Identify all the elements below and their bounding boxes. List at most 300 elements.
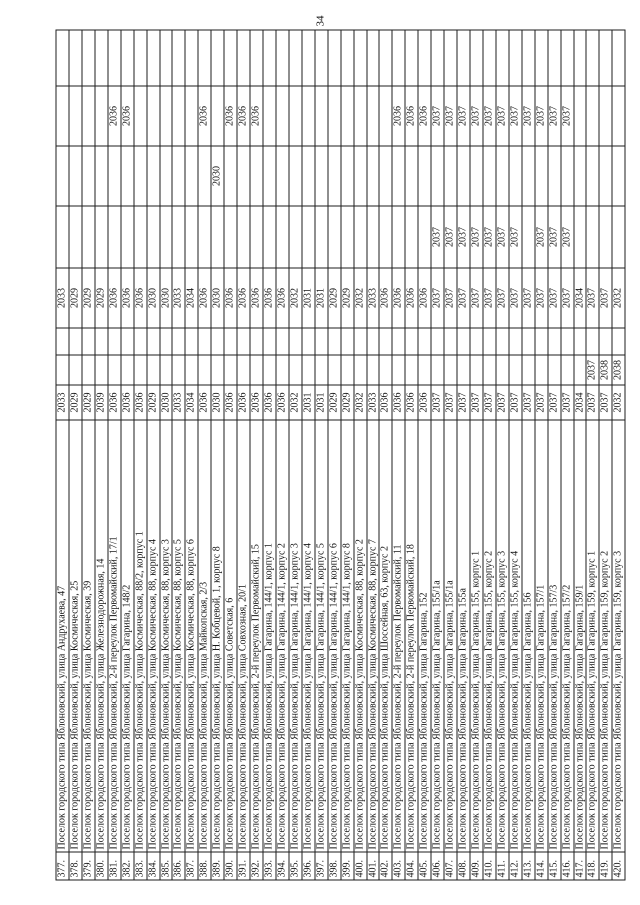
empty-cell [405, 205, 417, 267]
row-number-cell: 417. [574, 851, 586, 879]
empty-cell [276, 29, 288, 85]
year-cell: 2033 [367, 267, 379, 327]
year-cell: 2037 [509, 205, 521, 267]
year-cell: 2029 [69, 267, 81, 327]
empty-cell [612, 327, 624, 354]
empty-cell [302, 85, 314, 145]
empty-cell [418, 205, 430, 267]
empty-cell [522, 205, 534, 267]
year-cell: 2036 [379, 384, 391, 419]
year-cell: 2036 [134, 384, 146, 419]
empty-cell [121, 205, 133, 267]
empty-cell [69, 205, 81, 267]
empty-cell [483, 354, 495, 384]
address-cell: Поселок городского типа Яблоновский, улица Гагарина, 155а [457, 419, 469, 851]
year-cell: 2036 [392, 85, 404, 145]
row-number-cell: 390. [224, 851, 236, 879]
empty-cell [522, 29, 534, 85]
empty-cell [561, 29, 573, 85]
year-cell: 2031 [302, 267, 314, 327]
empty-cell [147, 145, 159, 205]
year-cell: 2037 [483, 384, 495, 419]
empty-cell [586, 205, 598, 267]
empty-cell [185, 29, 197, 85]
row-number-cell: 404. [405, 851, 417, 879]
empty-cell [586, 145, 598, 205]
year-cell: 2034 [574, 384, 586, 419]
table-row [172, 29, 185, 879]
row-number-cell: 401. [367, 851, 379, 879]
address-cell: Поселок городского типа Яблоновский, улица Гагарина, 155/1а [444, 419, 456, 851]
empty-cell [108, 205, 120, 267]
table-row [56, 29, 69, 879]
empty-cell [315, 205, 327, 267]
row-number-cell: 380. [95, 851, 107, 879]
year-cell: 2037 [431, 205, 443, 267]
address-cell: Поселок городского типа Яблоновский, улица Космическая, 88, корпус 6 [185, 419, 197, 851]
year-cell: 2031 [302, 384, 314, 419]
row-number-cell: 396. [302, 851, 314, 879]
row-number-cell: 419. [599, 851, 611, 879]
row-number-cell: 406. [431, 851, 443, 879]
year-cell: 2036 [121, 85, 133, 145]
empty-cell [56, 354, 68, 384]
year-cell: 2037 [470, 85, 482, 145]
empty-cell [328, 29, 340, 85]
year-cell: 2037 [548, 384, 560, 419]
year-cell: 2036 [276, 267, 288, 327]
empty-cell [483, 145, 495, 205]
table-row [418, 29, 431, 879]
empty-cell [509, 145, 521, 205]
empty-cell [574, 205, 586, 267]
empty-cell [548, 354, 560, 384]
empty-cell [367, 85, 379, 145]
empty-cell [69, 145, 81, 205]
empty-cell [95, 327, 107, 354]
address-cell: Поселок городского типа Яблоновский, улица Гагарина, 144/1, корпус 3 [289, 419, 301, 851]
empty-cell [237, 29, 249, 85]
row-number-cell: 385. [160, 851, 172, 879]
address-cell: Поселок городского типа Яблоновский, улица Космическая, 25 [69, 419, 81, 851]
row-number-cell: 381. [108, 851, 120, 879]
empty-cell [367, 29, 379, 85]
address-cell: Поселок городского типа Яблоновский, улица Космическая, 88, корпус 4 [147, 419, 159, 851]
year-cell: 2033 [367, 384, 379, 419]
row-number-cell: 412. [509, 851, 521, 879]
year-cell: 2036 [198, 384, 210, 419]
table-row [379, 29, 392, 879]
table-row [224, 29, 237, 879]
empty-cell [457, 327, 469, 354]
table-row [211, 29, 224, 879]
table-row [599, 29, 612, 879]
empty-cell [121, 145, 133, 205]
year-cell: 2037 [522, 267, 534, 327]
year-cell: 2036 [237, 267, 249, 327]
empty-cell [379, 85, 391, 145]
year-cell: 2030 [160, 384, 172, 419]
address-cell: Поселок городского типа Яблоновский, улица Советская, 6 [224, 419, 236, 851]
empty-cell [599, 205, 611, 267]
empty-cell [121, 327, 133, 354]
year-cell: 2038 [599, 354, 611, 384]
empty-cell [289, 205, 301, 267]
year-cell: 2034 [574, 267, 586, 327]
row-number-cell: 409. [470, 851, 482, 879]
row-number-cell: 382. [121, 851, 133, 879]
empty-cell [95, 205, 107, 267]
year-cell: 2037 [599, 384, 611, 419]
empty-cell [198, 327, 210, 354]
year-cell: 2036 [276, 384, 288, 419]
row-number-cell: 398. [328, 851, 340, 879]
year-cell: 2029 [69, 384, 81, 419]
table-row [548, 29, 561, 879]
empty-cell [405, 145, 417, 205]
empty-cell [302, 29, 314, 85]
empty-cell [56, 327, 68, 354]
empty-cell [56, 145, 68, 205]
empty-cell [354, 205, 366, 267]
year-cell: 2036 [418, 384, 430, 419]
empty-cell [211, 29, 223, 85]
year-cell: 2037 [561, 205, 573, 267]
empty-cell [302, 145, 314, 205]
year-cell: 2036 [237, 85, 249, 145]
empty-cell [522, 145, 534, 205]
year-cell: 2037 [535, 384, 547, 419]
year-cell: 2036 [379, 267, 391, 327]
empty-cell [379, 29, 391, 85]
table-row [302, 29, 315, 879]
year-cell: 2037 [496, 85, 508, 145]
empty-cell [483, 29, 495, 85]
empty-cell [328, 354, 340, 384]
empty-cell [289, 29, 301, 85]
empty-cell [82, 85, 94, 145]
year-cell: 2031 [315, 267, 327, 327]
empty-cell [185, 354, 197, 384]
empty-cell [160, 327, 172, 354]
year-cell: 2036 [250, 384, 262, 419]
empty-cell [418, 354, 430, 384]
year-cell: 2029 [95, 267, 107, 327]
row-number-cell: 402. [379, 851, 391, 879]
year-cell: 2036 [224, 384, 236, 419]
year-cell: 2037 [470, 384, 482, 419]
year-cell: 2037 [483, 205, 495, 267]
address-cell: Поселок городского типа Яблоновский, улица Гагарина, 155, корпус 3 [496, 419, 508, 851]
empty-cell [599, 85, 611, 145]
address-cell: Поселок городского типа Яблоновский, улица Гагарина, 144/1, корпус 1 [263, 419, 275, 851]
empty-cell [574, 145, 586, 205]
empty-cell [134, 354, 146, 384]
empty-cell [250, 145, 262, 205]
row-number-cell: 384. [147, 851, 159, 879]
row-number-cell: 383. [134, 851, 146, 879]
year-cell: 2036 [121, 384, 133, 419]
year-cell: 2037 [509, 267, 521, 327]
empty-cell [160, 205, 172, 267]
empty-cell [548, 327, 560, 354]
table-row [509, 29, 522, 879]
table-row [289, 29, 302, 879]
address-cell: Поселок городского типа Яблоновский, улица Гагарина, 155/1а [431, 419, 443, 851]
address-cell: Поселок городского типа Яблоновский, 2-й переулок Первомайский, 11 [392, 419, 404, 851]
year-cell: 2029 [328, 267, 340, 327]
empty-cell [134, 85, 146, 145]
table-row [574, 29, 587, 879]
empty-cell [250, 327, 262, 354]
empty-cell [224, 29, 236, 85]
empty-cell [612, 29, 624, 85]
year-cell: 2037 [548, 85, 560, 145]
empty-cell [250, 354, 262, 384]
empty-cell [95, 145, 107, 205]
empty-cell [612, 145, 624, 205]
year-cell: 2033 [56, 267, 68, 327]
table-row [82, 29, 95, 879]
year-cell: 2037 [431, 384, 443, 419]
empty-cell [379, 327, 391, 354]
empty-cell [535, 327, 547, 354]
row-number-cell: 413. [522, 851, 534, 879]
year-cell: 2037 [586, 384, 598, 419]
row-number-cell: 388. [198, 851, 210, 879]
empty-cell [224, 205, 236, 267]
empty-cell [470, 354, 482, 384]
empty-cell [289, 85, 301, 145]
year-cell: 2033 [172, 384, 184, 419]
empty-cell [134, 327, 146, 354]
address-cell: Поселок городского типа Яблоновский, улица Космическая, 88, корпус 7 [367, 419, 379, 851]
empty-cell [586, 29, 598, 85]
empty-cell [341, 205, 353, 267]
address-cell: Поселок городского типа Яблоновский, улица Гагарина, 144/1, корпус 2 [276, 419, 288, 851]
empty-cell [302, 205, 314, 267]
empty-cell [599, 29, 611, 85]
year-cell: 2036 [263, 267, 275, 327]
empty-cell [535, 29, 547, 85]
row-number-cell: 394. [276, 851, 288, 879]
address-cell: Поселок городского типа Яблоновский, улица Гагарина, 159, корпус 3 [612, 419, 624, 851]
empty-cell [198, 205, 210, 267]
address-cell: Поселок городского типа Яблоновский, улица Майкопская, 2/3 [198, 419, 210, 851]
row-number-cell: 399. [341, 851, 353, 879]
address-cell: Поселок городского типа Яблоновский, 2-й переулок Первомайский, 17/1 [108, 419, 120, 851]
row-number-cell: 420. [612, 851, 624, 879]
row-number-cell: 416. [561, 851, 573, 879]
year-cell: 2029 [341, 384, 353, 419]
empty-cell [185, 85, 197, 145]
row-number-cell: 397. [315, 851, 327, 879]
empty-cell [263, 327, 275, 354]
empty-cell [457, 354, 469, 384]
empty-cell [276, 205, 288, 267]
empty-cell [509, 354, 521, 384]
empty-cell [483, 327, 495, 354]
empty-cell [82, 354, 94, 384]
year-cell: 2033 [172, 267, 184, 327]
empty-cell [328, 85, 340, 145]
year-cell: 2034 [185, 267, 197, 327]
empty-cell [431, 327, 443, 354]
empty-cell [172, 354, 184, 384]
year-cell: 2037 [522, 384, 534, 419]
empty-cell [224, 327, 236, 354]
year-cell: 2037 [496, 267, 508, 327]
empty-cell [341, 327, 353, 354]
address-cell: Поселок городского типа Яблоновский, улица Гагарина, 144/1, корпус 6 [328, 419, 340, 851]
empty-cell [302, 354, 314, 384]
empty-cell [612, 85, 624, 145]
row-number-cell: 408. [457, 851, 469, 879]
empty-cell [95, 29, 107, 85]
empty-cell [599, 327, 611, 354]
address-cell: Поселок городского типа Яблоновский, улица Космическая, 39 [82, 419, 94, 851]
empty-cell [586, 327, 598, 354]
address-cell: Поселок городского типа Яблоновский, улица Гагарина, 159/1 [574, 419, 586, 851]
empty-cell [263, 205, 275, 267]
empty-cell [354, 354, 366, 384]
year-cell: 2037 [496, 384, 508, 419]
row-number-cell: 400. [354, 851, 366, 879]
year-cell: 2036 [392, 267, 404, 327]
address-cell: Поселок городского типа Яблоновский, улица Гагарина, 144/1, корпус 5 [315, 419, 327, 851]
empty-cell [561, 354, 573, 384]
year-cell: 2032 [612, 384, 624, 419]
empty-cell [95, 85, 107, 145]
row-number-cell: 391. [237, 851, 249, 879]
year-cell: 2033 [56, 384, 68, 419]
empty-cell [237, 327, 249, 354]
empty-cell [315, 327, 327, 354]
address-cell: Поселок городского типа Яблоновский, улица Гагарина, 155, корпус 2 [483, 419, 495, 851]
year-cell: 2037 [470, 267, 482, 327]
empty-cell [418, 327, 430, 354]
year-cell: 2037 [548, 267, 560, 327]
row-number-cell: 403. [392, 851, 404, 879]
table-row [341, 29, 354, 879]
empty-cell [147, 205, 159, 267]
empty-cell [574, 85, 586, 145]
year-cell: 2036 [224, 85, 236, 145]
empty-cell [315, 29, 327, 85]
year-cell: 2037 [431, 267, 443, 327]
address-cell: Поселок городского типа Яблоновский, улица Космическая, 88, корпус 3 [160, 419, 172, 851]
year-cell: 2036 [237, 384, 249, 419]
empty-cell [302, 327, 314, 354]
empty-cell [82, 205, 94, 267]
year-cell: 2030 [211, 145, 223, 205]
empty-cell [185, 145, 197, 205]
empty-cell [328, 327, 340, 354]
table-row [121, 29, 134, 879]
empty-cell [69, 85, 81, 145]
address-cell: Поселок городского типа Яблоновский, улица Космическая, 88, корпус 5 [172, 419, 184, 851]
year-cell: 2037 [535, 267, 547, 327]
empty-cell [56, 29, 68, 85]
year-cell: 2037 [457, 384, 469, 419]
empty-cell [315, 145, 327, 205]
empty-cell [431, 145, 443, 205]
empty-cell [147, 327, 159, 354]
row-number-cell: 414. [535, 851, 547, 879]
empty-cell [315, 85, 327, 145]
row-number-cell: 411. [496, 851, 508, 879]
table-row [392, 29, 405, 879]
table-row [586, 29, 599, 879]
empty-cell [586, 85, 598, 145]
empty-cell [276, 327, 288, 354]
year-cell: 2030 [211, 267, 223, 327]
empty-cell [444, 29, 456, 85]
empty-cell [496, 327, 508, 354]
empty-cell [185, 327, 197, 354]
row-number-cell: 418. [586, 851, 598, 879]
empty-cell [263, 145, 275, 205]
empty-cell [496, 29, 508, 85]
year-cell: 2036 [418, 267, 430, 327]
empty-cell [237, 205, 249, 267]
table-row [160, 29, 173, 879]
empty-cell [612, 205, 624, 267]
page-number: 34 [314, 15, 326, 26]
empty-cell [354, 29, 366, 85]
empty-cell [354, 327, 366, 354]
year-cell: 2037 [457, 267, 469, 327]
empty-cell [56, 205, 68, 267]
empty-cell [263, 354, 275, 384]
table-row [522, 29, 535, 879]
year-cell: 2036 [405, 384, 417, 419]
year-cell: 2037 [535, 205, 547, 267]
empty-cell [82, 327, 94, 354]
table-row [263, 29, 276, 879]
empty-cell [548, 145, 560, 205]
row-number-cell: 407. [444, 851, 456, 879]
empty-cell [574, 29, 586, 85]
empty-cell [354, 145, 366, 205]
address-cell: Поселок городского типа Яблоновский, улица Гагарина, 159, корпус 1 [586, 419, 598, 851]
empty-cell [224, 354, 236, 384]
empty-cell [328, 205, 340, 267]
table-row [496, 29, 509, 879]
address-cell: Поселок городского типа Яблоновский, улица Гагарина, 157/2 [561, 419, 573, 851]
address-cell: Поселок городского типа Яблоновский, улица Гагарина, 144/1, корпус 8 [341, 419, 353, 851]
empty-cell [418, 145, 430, 205]
year-cell: 2032 [612, 267, 624, 327]
empty-cell [211, 85, 223, 145]
empty-cell [276, 85, 288, 145]
empty-cell [172, 145, 184, 205]
row-number-cell: 377. [56, 851, 68, 879]
year-cell: 2037 [496, 205, 508, 267]
empty-cell [237, 145, 249, 205]
year-cell: 2037 [444, 384, 456, 419]
empty-cell [250, 29, 262, 85]
empty-cell [172, 205, 184, 267]
empty-cell [574, 354, 586, 384]
year-cell: 2037 [509, 384, 521, 419]
empty-cell [392, 327, 404, 354]
table-row [328, 29, 341, 879]
year-cell: 2036 [198, 85, 210, 145]
address-cell: Поселок городского типа Яблоновский, улица Гагарина, 157/3 [548, 419, 560, 851]
empty-cell [263, 29, 275, 85]
year-cell: 2034 [185, 384, 197, 419]
